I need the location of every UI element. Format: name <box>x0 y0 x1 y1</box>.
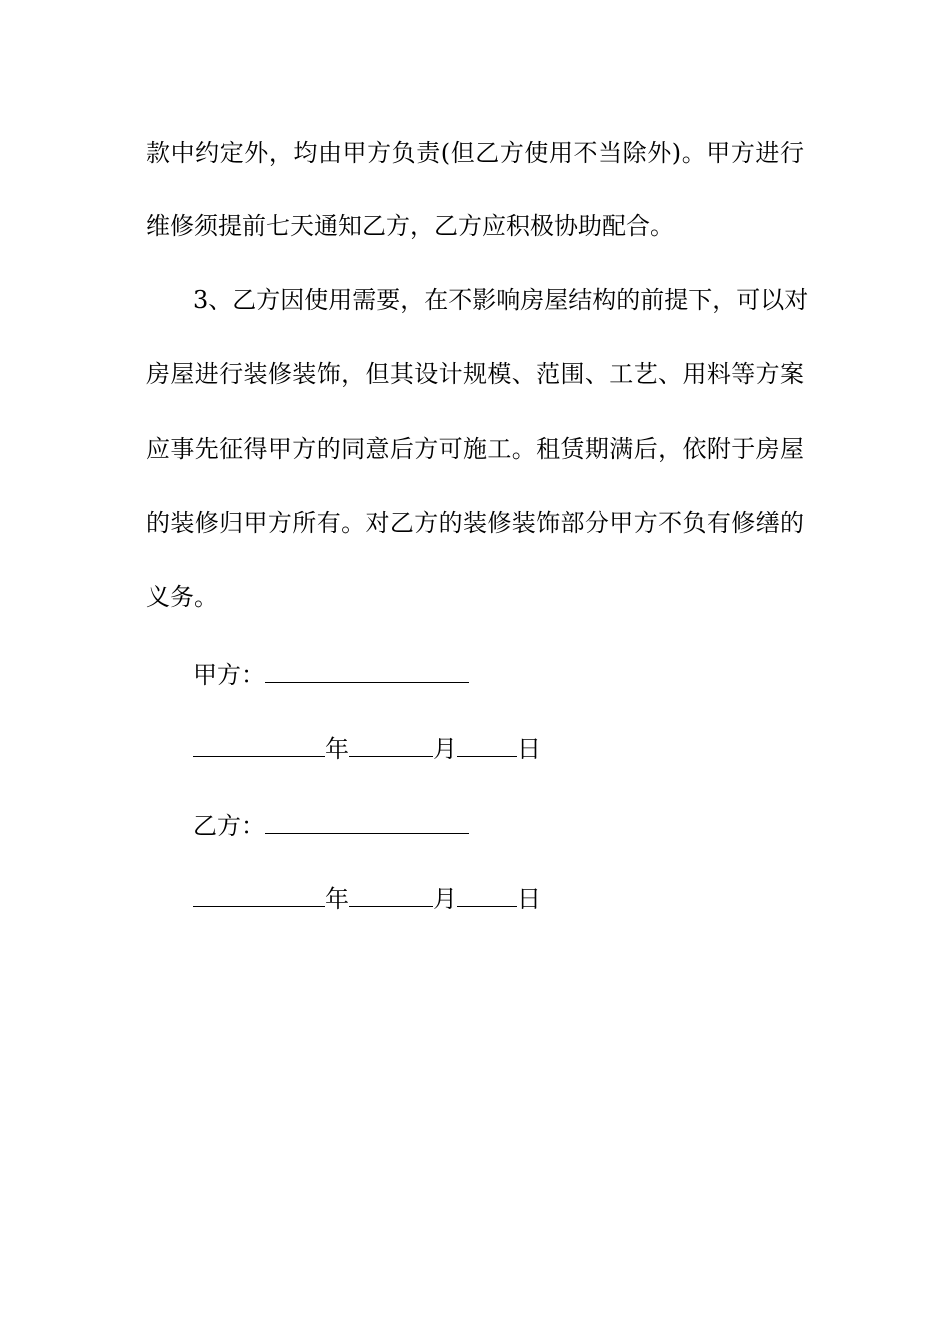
party-a-day-blank[interactable] <box>457 734 517 757</box>
party-b-label: 乙方： <box>193 812 265 840</box>
party-a-month-label: 月 <box>433 735 457 763</box>
party-b-date-row <box>193 883 541 915</box>
party-b-signature-blank[interactable] <box>265 811 469 834</box>
party-a-label: 甲方： <box>193 661 265 689</box>
paragraph-line-3: 3、乙方因使用需要，在不影响房屋结构的前提下，可以对 <box>193 286 809 314</box>
party-a-year-label: 年 <box>325 735 349 763</box>
party-b-day-label: 日 <box>517 885 541 913</box>
party-a-date-row <box>193 733 541 765</box>
party-a-month-blank[interactable] <box>349 734 433 757</box>
paragraph-line-7: 义务。 <box>146 583 218 611</box>
party-b-month-blank[interactable] <box>349 884 433 907</box>
party-b-signature-row <box>193 810 469 842</box>
party-a-signature-blank[interactable] <box>265 660 469 683</box>
paragraph-line-6: 的装修归甲方所有。对乙方的装修装饰部分甲方不负有修缮的 <box>146 509 804 537</box>
party-b-year-blank[interactable] <box>193 884 325 907</box>
party-a-signature-row <box>193 659 469 691</box>
paragraph-line-4: 房屋进行装修装饰，但其设计规模、范围、工艺、用料等方案 <box>146 360 804 388</box>
party-a-day-label: 日 <box>517 735 541 763</box>
paragraph-line-5: 应事先征得甲方的同意后方可施工。租赁期满后，依附于房屋 <box>146 435 804 463</box>
party-a-year-blank[interactable] <box>193 734 325 757</box>
paragraph-line-2: 维修须提前七天通知乙方，乙方应积极协助配合。 <box>146 212 674 240</box>
party-b-month-label: 月 <box>433 885 457 913</box>
paragraph-line-1: 款中约定外，均由甲方负责(但乙方使用不当除外)。甲方进行 <box>146 139 804 167</box>
party-b-year-label: 年 <box>325 885 349 913</box>
party-b-day-blank[interactable] <box>457 884 517 907</box>
